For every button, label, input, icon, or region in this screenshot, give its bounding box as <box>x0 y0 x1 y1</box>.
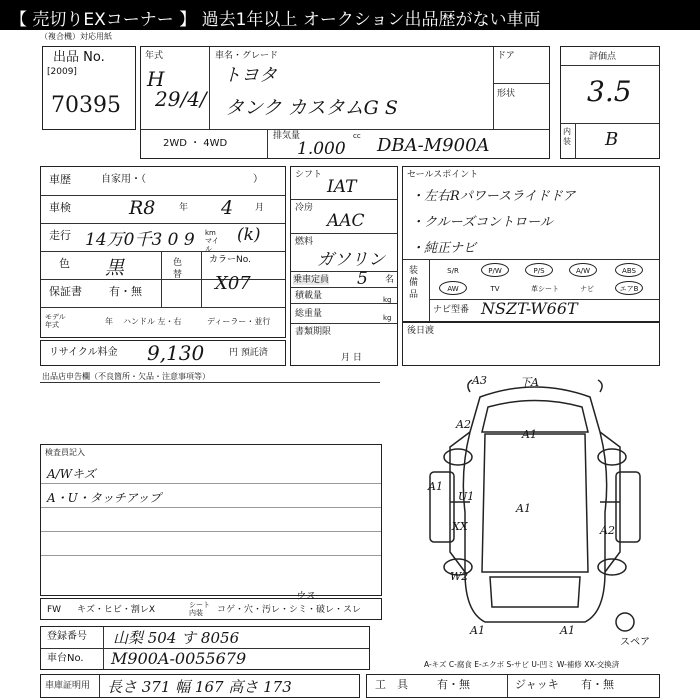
damage-mark-1: A3 <box>472 374 487 387</box>
condition-row <box>40 591 382 620</box>
seat-note: ウス <box>295 591 315 602</box>
score-box <box>560 46 660 159</box>
expiry-label: 書類期限 <box>295 327 332 337</box>
year-label: 年式 <box>145 51 164 61</box>
inspector-notes-label: 検査員記入 <box>45 448 85 457</box>
year-month: 29/4/ <box>155 87 207 111</box>
model-grade: タンク カスタムG S <box>225 97 398 119</box>
mileage-unit: km マイル <box>205 229 219 253</box>
lot-box <box>42 46 136 130</box>
chassis-label: 車台No. <box>47 653 84 664</box>
model-year-label: モデル年式 <box>45 313 66 329</box>
history-label: 車歴 <box>49 173 71 186</box>
reg-number: 山梨 504 す 8056 <box>113 629 240 647</box>
color-no-label: カラーNo. <box>209 255 251 265</box>
nav-model: NSZT-W66T <box>481 299 578 318</box>
recycle-unit: 円 預託済 <box>229 348 268 358</box>
fuel-label: 燃料 <box>295 237 314 247</box>
tools-label: 工 具 <box>375 678 408 691</box>
option-aw2: AW <box>439 281 467 295</box>
inspection-month: 4 <box>221 197 234 219</box>
color: 黒 <box>105 257 125 279</box>
recycle-box <box>40 340 286 366</box>
era: H <box>147 67 165 91</box>
warranty-label: 保証書 <box>49 285 82 298</box>
inspection-label: 車検 <box>49 201 71 214</box>
nav-label: ナビ型番 <box>433 305 470 315</box>
seller-notes-label: 出品店申告欄（不良箇所・欠品・注意事項等） <box>42 372 210 381</box>
registration-box <box>40 626 370 670</box>
after-sale-label: 後日渡 <box>407 326 435 336</box>
displacement-label: 排気量 <box>273 131 301 141</box>
weight-unit: kg <box>383 314 392 322</box>
displacement: 1.000 <box>297 139 346 159</box>
lot-label: 出品 No. <box>53 50 105 65</box>
aircon: AAC <box>327 211 365 231</box>
mileage-label: 走行 <box>49 229 71 242</box>
car-diagram <box>410 372 660 652</box>
lot-year-tag: [2009] <box>47 67 77 77</box>
damage-mark-3: A2 <box>456 418 471 431</box>
cert-label: 車庫証明用 <box>45 681 91 691</box>
mileage-note: (k) <box>237 225 261 245</box>
spec-box <box>290 166 398 366</box>
chassis-number: M900A-0055679 <box>111 649 247 668</box>
year-unit: 年 <box>179 203 189 213</box>
mileage: 14万0千3 0 9 <box>85 230 195 250</box>
inspection-era: R8 <box>129 197 156 219</box>
inspector-line-1: A/Wキズ <box>47 467 96 481</box>
tools-value: 有・無 <box>437 678 470 691</box>
capacity: 5 <box>357 269 368 289</box>
inspector-line-2: A・U・タッチアップ <box>47 491 161 505</box>
option-pw: P/W <box>481 263 509 277</box>
aircon-label: 冷房 <box>295 203 314 213</box>
damage-mark-6: U1 <box>458 490 475 503</box>
recycle-amount: 9,130 <box>147 341 205 365</box>
fw-items: キズ・ヒビ・割レX <box>77 605 155 615</box>
expiry-unit: 月 日 <box>341 353 362 363</box>
cc-unit: cc <box>353 132 361 140</box>
shape-label: 形状 <box>497 89 516 99</box>
top-note: （複合機）対応用紙 <box>40 32 112 41</box>
damage-mark-9: XX <box>452 520 468 533</box>
option-leather: 革シート <box>531 285 559 293</box>
color-label: 色 <box>59 257 70 270</box>
equipment-label: 装備品 <box>409 266 419 300</box>
damage-mark-10: W2 <box>450 570 469 583</box>
sales-point-box <box>402 166 660 322</box>
seat-label: シート内装 <box>189 601 210 617</box>
reg-label: 登録番号 <box>47 631 87 642</box>
vehicle-box <box>140 46 550 159</box>
damage-mark-4: A1 <box>522 428 537 441</box>
option-aw: A/W <box>569 263 597 277</box>
door-label: ドア <box>497 51 515 61</box>
option-sr: S/R <box>447 267 459 275</box>
option-abs: ABS <box>615 263 643 277</box>
jack-value: 有・無 <box>581 678 614 691</box>
damage-legend: A-キズ C-腐食 E-エクボ S-サビ U-凹ミ W-補修 XX-交換済 <box>424 660 620 669</box>
seat-items: コゲ・穴・汚レ・シミ・破レ・スレ <box>217 605 362 615</box>
damage-mark-5: A1 <box>428 480 443 493</box>
damage-mark-11: A1 <box>470 624 485 637</box>
damage-mark-2: 下A <box>520 376 539 389</box>
history-value: 自家用・（ <box>101 174 146 185</box>
dealer-label: ディーラー・並行 <box>207 317 271 326</box>
damage-mark-12: A1 <box>560 624 575 637</box>
inspector-notes-box <box>40 444 382 596</box>
interior-label: 内装 <box>563 127 571 146</box>
shift-label: シフト <box>295 170 323 180</box>
damage-mark-7: A1 <box>516 502 531 515</box>
tools-box <box>366 674 660 698</box>
weight-label: 総重量 <box>295 309 323 319</box>
sales-line-3: ・純正ナビ <box>411 241 477 256</box>
cert-box <box>40 674 360 698</box>
capacity-label: 乗車定員 <box>293 275 330 285</box>
spare-label: スペア <box>620 637 650 648</box>
warranty-value: 有・無 <box>109 285 142 298</box>
recycle-label: リサイクル料金 <box>49 347 118 358</box>
option-nav: ナビ <box>580 285 594 293</box>
color-no: X07 <box>215 273 251 294</box>
maker: トヨタ <box>223 65 277 86</box>
jack-label: ジャッキ <box>515 678 559 691</box>
load-label: 積載量 <box>295 291 323 301</box>
after-sale-box <box>402 322 660 366</box>
sales-point-label: セールスポイント <box>407 170 479 180</box>
handle-label: ハンドル 左・右 <box>123 317 182 326</box>
details-box <box>40 166 286 338</box>
interior-score: B <box>605 129 619 150</box>
option-airbag: エアB <box>615 281 643 295</box>
capacity-unit: 名 <box>385 275 395 285</box>
header-title: 【 売切りEXコーナー 】 過去1年以上 オークション出品歴がない車両 <box>10 10 541 30</box>
cert-dimensions: 長さ 371 幅 167 高さ 173 <box>107 678 292 696</box>
load-unit: kg <box>383 296 392 304</box>
sales-line-1: ・左右Rパワースライドドア <box>411 189 576 204</box>
model-year-unit: 年 <box>105 317 113 326</box>
fw-label: FW <box>47 605 62 615</box>
history-close: ） <box>253 174 263 185</box>
option-ps: P/S <box>525 263 553 277</box>
shift: IAT <box>327 177 357 197</box>
name-label: 車名・グレード <box>215 51 279 61</box>
drive-label: 2WD ・ 4WD <box>163 138 228 149</box>
month-unit: 月 <box>255 203 265 213</box>
score-label: 評価点 <box>589 52 617 62</box>
fuel: ガソリン <box>317 250 385 270</box>
color-change-label: 色替 <box>173 258 183 280</box>
lot-number: 70395 <box>51 93 121 118</box>
option-tv: TV <box>490 285 500 293</box>
sales-line-2: ・クルーズコントロール <box>411 215 553 230</box>
model-code: DBA-M900A <box>377 135 490 156</box>
damage-mark-8: A2 <box>600 524 615 537</box>
score-value: 3.5 <box>587 75 632 108</box>
